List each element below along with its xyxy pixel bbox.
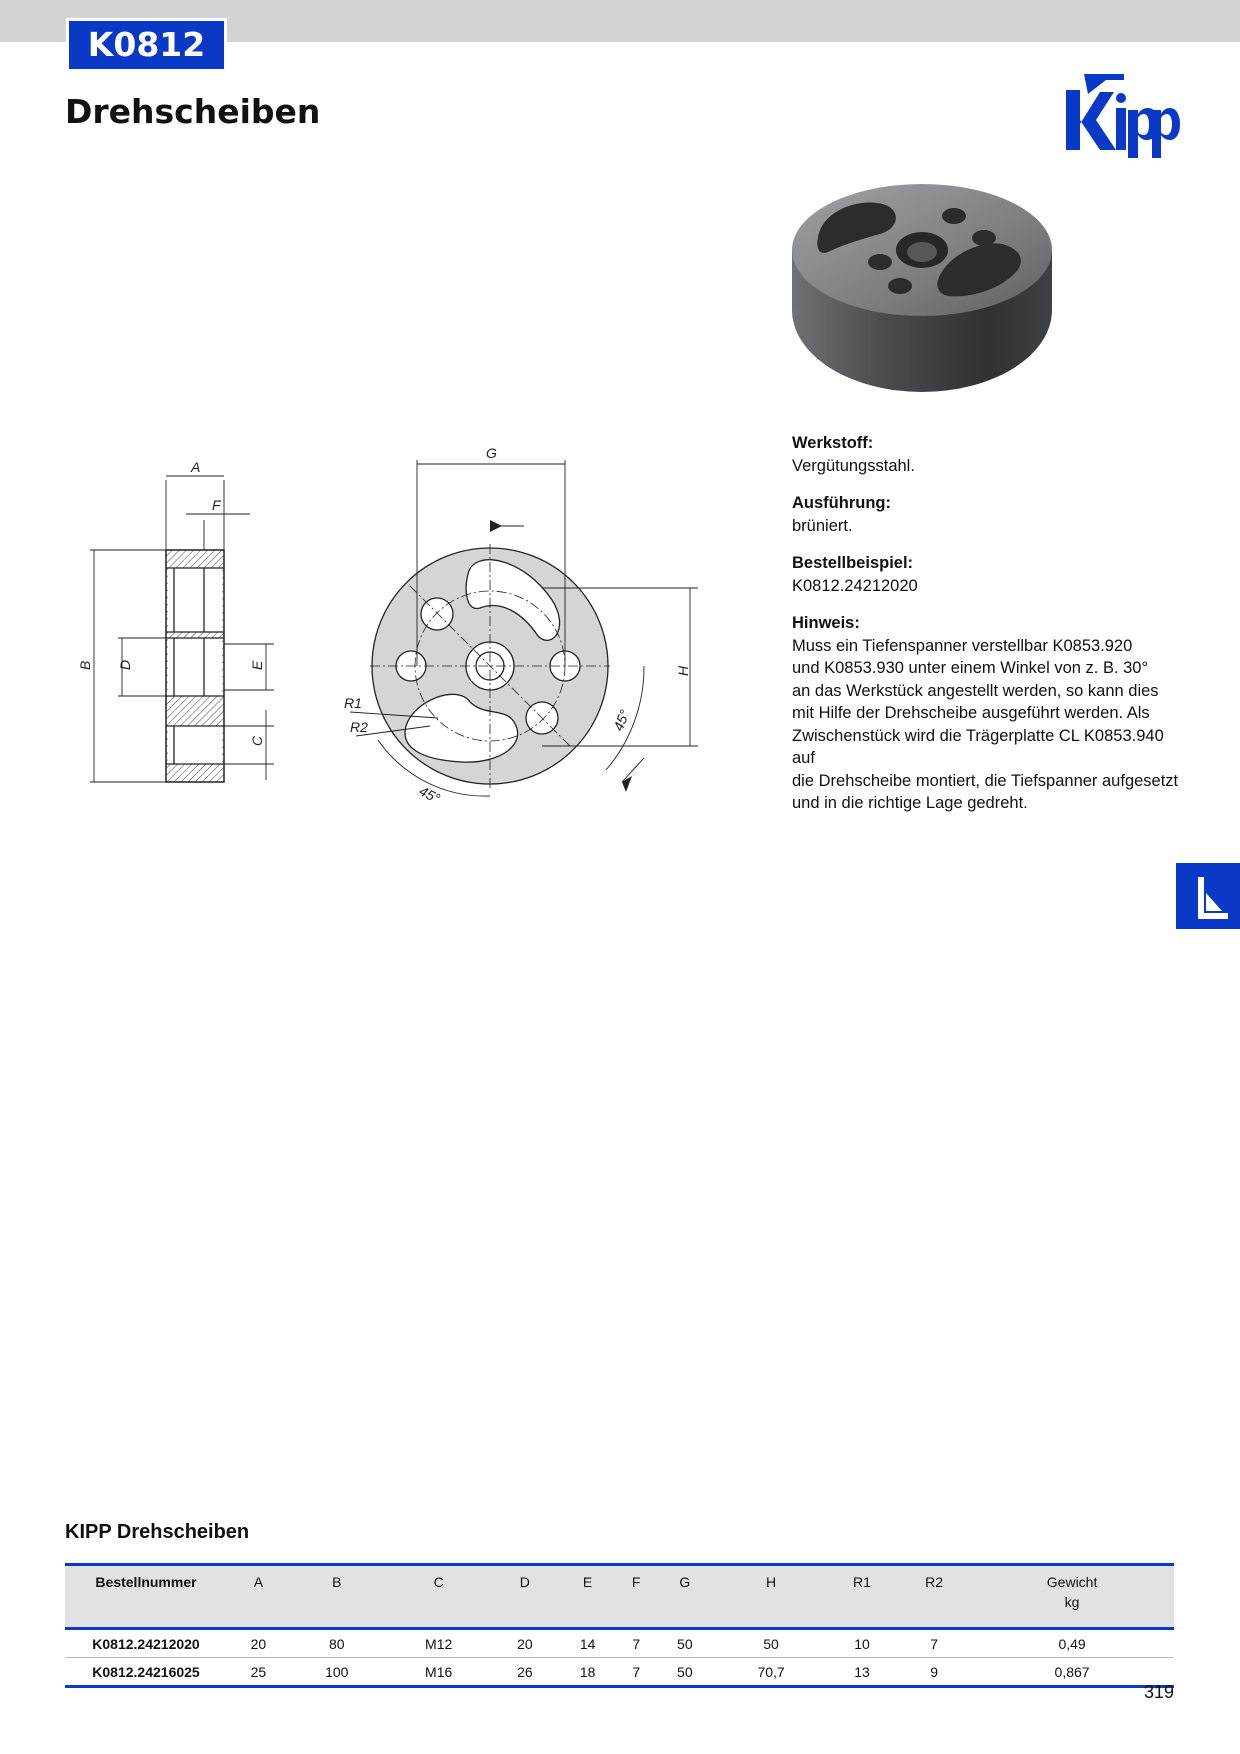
col-r1: R1 (826, 1565, 898, 1629)
label-a: A (191, 459, 201, 475)
label-g: G (486, 445, 497, 461)
note-line: Muss ein Tiefenspanner verstellbar K0853.920 (792, 636, 1133, 655)
cell: 26 (494, 1658, 557, 1687)
note-line: an das Werkstück angestellt werden, so kann dies (792, 681, 1159, 700)
product-photo (788, 180, 1056, 398)
col-g: G (653, 1565, 716, 1629)
material-block (792, 432, 1182, 477)
product-code-badge (66, 18, 227, 72)
label-e: E (249, 660, 265, 670)
order-example-block (792, 552, 1182, 597)
cell: 50 (653, 1658, 716, 1687)
col-weight-unit: kg (1064, 1594, 1080, 1610)
section-view (166, 550, 224, 782)
col-c: C (384, 1565, 494, 1629)
col-d: D (494, 1565, 557, 1629)
note-line: mit Hilfe der Drehscheibe ausgeführt werden. Als (792, 704, 1150, 722)
table-row (65, 1629, 1174, 1658)
cell: 25 (227, 1658, 290, 1687)
note-block (792, 612, 1182, 815)
cell: 7 (898, 1629, 970, 1658)
cell-order-number: K0812.24216025 (65, 1658, 227, 1687)
label-r1: R1 (344, 695, 362, 711)
cell: 100 (290, 1658, 384, 1687)
col-r2: R2 (898, 1565, 970, 1629)
product-info (792, 432, 1182, 830)
label-angle-right: 45° (609, 707, 633, 734)
label-b: B (77, 660, 93, 670)
cell: 13 (826, 1658, 898, 1687)
finish-value: brüniert. (792, 516, 853, 535)
cell: 80 (290, 1629, 384, 1658)
col-order-number: Bestellnummer (65, 1565, 227, 1629)
col-b: B (290, 1565, 384, 1629)
chapter-tab[interactable] (1176, 863, 1240, 929)
col-weight (970, 1565, 1174, 1629)
order-example-label: Bestellbeispiel: (792, 554, 914, 572)
technical-drawing (70, 440, 750, 840)
cell: 18 (556, 1658, 619, 1687)
order-example-value: K0812.24212020 (792, 576, 918, 595)
note-line: und in die richtige Lage gedreht. (792, 794, 1028, 812)
cell: 20 (494, 1629, 557, 1658)
col-e: E (556, 1565, 619, 1629)
cell: 0,867 (970, 1658, 1174, 1687)
cell: 10 (826, 1629, 898, 1658)
dimensions-table (65, 1563, 1174, 1688)
note-label: Hinweis: (792, 614, 860, 632)
cell: M12 (384, 1629, 494, 1658)
label-h: H (675, 665, 691, 676)
finish-block (792, 492, 1182, 537)
table-row (65, 1658, 1174, 1687)
cell: 70,7 (716, 1658, 826, 1687)
cell: 7 (619, 1629, 653, 1658)
finish-label: Ausführung: (792, 494, 891, 512)
cell-order-number: K0812.24212020 (65, 1629, 227, 1658)
material-label: Werkstoff: (792, 434, 874, 452)
cell: 7 (619, 1658, 653, 1687)
col-h: H (716, 1565, 826, 1629)
page-title: Drehscheiben (65, 92, 321, 131)
product-code: K0812 (69, 21, 224, 69)
col-f: F (619, 1565, 653, 1629)
cell: 50 (653, 1629, 716, 1658)
kipp-logo (1066, 74, 1180, 158)
cell: 9 (898, 1658, 970, 1687)
cell: 20 (227, 1629, 290, 1658)
table-header-row (65, 1565, 1174, 1629)
cell: 50 (716, 1629, 826, 1658)
label-f: F (212, 497, 221, 513)
angle-plate-icon (1176, 863, 1240, 929)
note-line: die Drehscheibe montiert, die Tiefspanner aufgesetzt (792, 771, 1179, 790)
material-value: Vergütungsstahl. (792, 456, 915, 475)
cell: 14 (556, 1629, 619, 1658)
table-title: KIPP Drehscheiben (65, 1521, 250, 1543)
note-line: und K0853.930 unter einem Winkel von z. B. 30° (792, 659, 1149, 677)
cell: M16 (384, 1658, 494, 1687)
label-c: C (249, 735, 265, 746)
label-r2: R2 (350, 719, 368, 735)
label-d: D (117, 659, 133, 670)
label-angle-bottom: 45° (416, 782, 443, 807)
page-number: 319 (1144, 1682, 1175, 1702)
note-line: Zwischenstück wird die Trägerplatte CL K0853.940 auf (792, 726, 1164, 767)
cell: 0,49 (970, 1629, 1174, 1658)
col-weight-label: Gewicht (1046, 1574, 1098, 1590)
col-a: A (227, 1565, 290, 1629)
